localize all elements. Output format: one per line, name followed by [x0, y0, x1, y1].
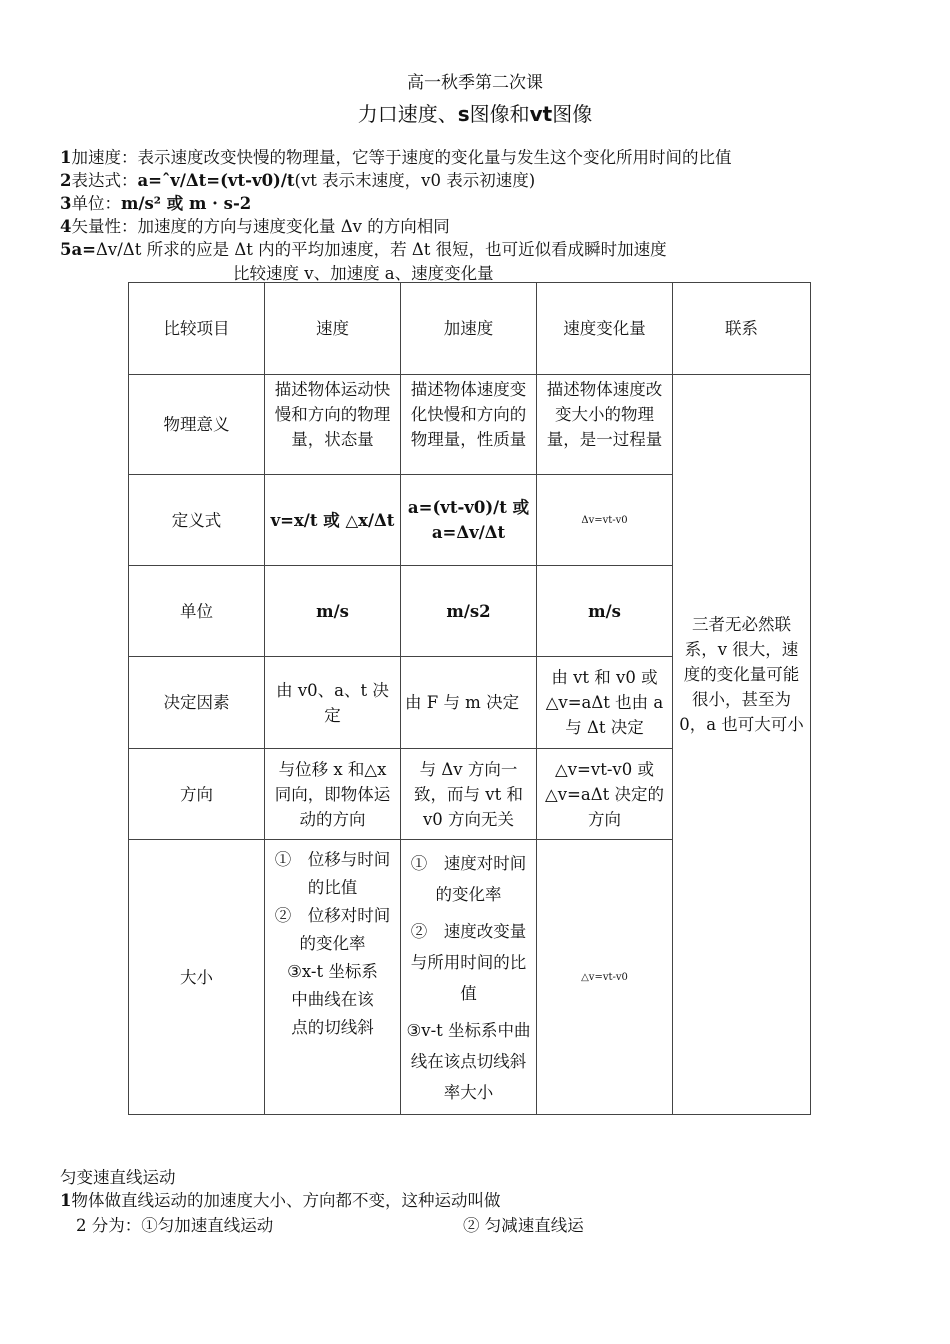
cell-acceleration: m/s2: [401, 566, 537, 657]
row-label: 定义式: [129, 475, 265, 566]
table-header-row: [129, 283, 811, 375]
size-accel-list: [405, 840, 532, 1108]
cell-speed-change: 由 vt 和 v0 或△v=aΔt 也由 a 与 Δt 决定: [537, 657, 673, 749]
lower-line-1-num: 1: [60, 1191, 72, 1210]
cell-speed-size: [265, 840, 401, 1115]
size-speed-line: 的比值: [307, 878, 358, 897]
lower-line-2-right: ② 匀减速直线运: [463, 1216, 584, 1234]
section-heading: 匀变速直线运动: [60, 1168, 176, 1187]
cell-speed-change: 描述物体速度改变大小的物理量，是一过程量: [537, 375, 673, 475]
lower-line-2-left: 2 分为：①匀加速直线运动: [76, 1216, 274, 1234]
point-1: [60, 144, 731, 168]
point-4-text: 矢量性：加速度的方向与速度变化量 Δv 的方向相同: [71, 217, 450, 236]
row-label: 物理意义: [129, 375, 265, 475]
size-speed-list: [269, 840, 396, 1040]
point-5-text: Δv/Δt 所求的应是 Δt 内的平均加速度，若 Δt 很短，也可近似看成瞬时加速度: [96, 240, 667, 259]
point-3-formula: m/s² 或 m · s-2: [120, 194, 252, 213]
doc-title: 高一秋季第二次课: [407, 73, 543, 93]
point-4-num: 4: [60, 217, 72, 236]
row-label: 大小: [129, 840, 265, 1115]
doc-subtitle: [0, 98, 950, 127]
subtitle-part-b: 图像和: [469, 102, 530, 126]
header-speed-change: 速度变化量: [537, 283, 673, 375]
cell-acceleration: 描述物体速度变化快慢和方向的物理量，性质量: [401, 375, 537, 475]
point-5-num: 5a=: [60, 240, 96, 259]
size-speed-line: 中曲线在该: [291, 990, 374, 1009]
cell-speed-change: m/s: [537, 566, 673, 657]
subtitle-s: s: [457, 102, 470, 126]
point-1-num: 1: [60, 148, 72, 167]
size-speed-line: 点的切线斜: [291, 1018, 374, 1037]
point-3-label: 单位：: [71, 194, 121, 213]
point-2-formula: a=ˆv/Δt=(vt-v0)/t: [137, 171, 295, 190]
cell-speed: m/s: [265, 566, 401, 657]
point-1-text: 加速度：表示速度改变快慢的物理量，它等于速度的变化量与发生这个变化所用时间的比值: [71, 148, 732, 167]
point-5: [60, 236, 667, 260]
size-speed-line: 的变化率: [299, 934, 366, 953]
relation-cell: 三者无必然联系，v 很大，速度的变化量可能很小，甚至为 0，a 也可大可小: [673, 375, 811, 1115]
cell-acceleration: 与 Δv 方向一致，而与 vt 和 v0 方向无关: [401, 749, 537, 840]
subtitle-part-a: 力口速度、: [357, 102, 458, 126]
size-accel-line: ③v-t 坐标系中曲线在该点切线斜率大小: [406, 1021, 531, 1102]
size-accel-line: ① 速度对时间的变化率: [410, 854, 527, 904]
cell-speed: 与位移 x 和△x 同向，即物体运动的方向: [265, 749, 401, 840]
size-speed-line: ② 位移对时间: [274, 906, 391, 925]
cell-speed: v=x/t 或 △x/Δt: [265, 475, 401, 566]
table-caption: 比较速度 v、加速度 a、速度变化量: [233, 264, 494, 283]
point-2: [60, 167, 535, 191]
header-item: 比较项目: [129, 283, 265, 375]
point-4: [60, 213, 450, 237]
cell-acceleration-size: [401, 840, 537, 1115]
lower-line-1: [60, 1187, 500, 1211]
cell-speed-change: Δv=vt-v0: [537, 475, 673, 566]
cell-speed: 描述物体运动快慢和方向的物理量，状态量: [265, 375, 401, 475]
subtitle-part-c: 图像: [552, 102, 593, 126]
header-speed: 速度: [265, 283, 401, 375]
row-label: 决定因素: [129, 657, 265, 749]
size-speed-line: ③x-t 坐标系: [287, 962, 378, 981]
point-2-num: 2: [60, 171, 72, 190]
point-2-rest: (vt 表示末速度，v0 表示初速度): [294, 171, 536, 190]
table-row: [129, 375, 811, 475]
cell-speed-change: △v=vt-v0 或△v=aΔt 决定的方向: [537, 749, 673, 840]
point-2-label: 表达式：: [71, 171, 138, 190]
cell-acceleration: a=(vt-v0)/t 或 a=Δv/Δt: [401, 475, 537, 566]
row-label: 方向: [129, 749, 265, 840]
point-3-num: 3: [60, 194, 72, 213]
cell-speed-change-size: △v=vt-v0: [537, 840, 673, 1115]
row-label: 单位: [129, 566, 265, 657]
size-accel-line: ② 速度改变量与所用时间的比值: [410, 922, 527, 1003]
header-relation: 联系: [673, 283, 811, 375]
comparison-table: [128, 282, 811, 1115]
lower-line-1-text: 物体做直线运动的加速度大小、方向都不变，这种运动叫做: [71, 1191, 501, 1210]
subtitle-vt: vt: [529, 102, 553, 126]
header-acceleration: 加速度: [401, 283, 537, 375]
point-3: [60, 190, 251, 214]
cell-speed: 由 v0、a、t 决定: [265, 657, 401, 749]
cell-acceleration: 由 F 与 m 决定: [401, 657, 537, 749]
size-speed-line: ① 位移与时间: [274, 850, 391, 869]
